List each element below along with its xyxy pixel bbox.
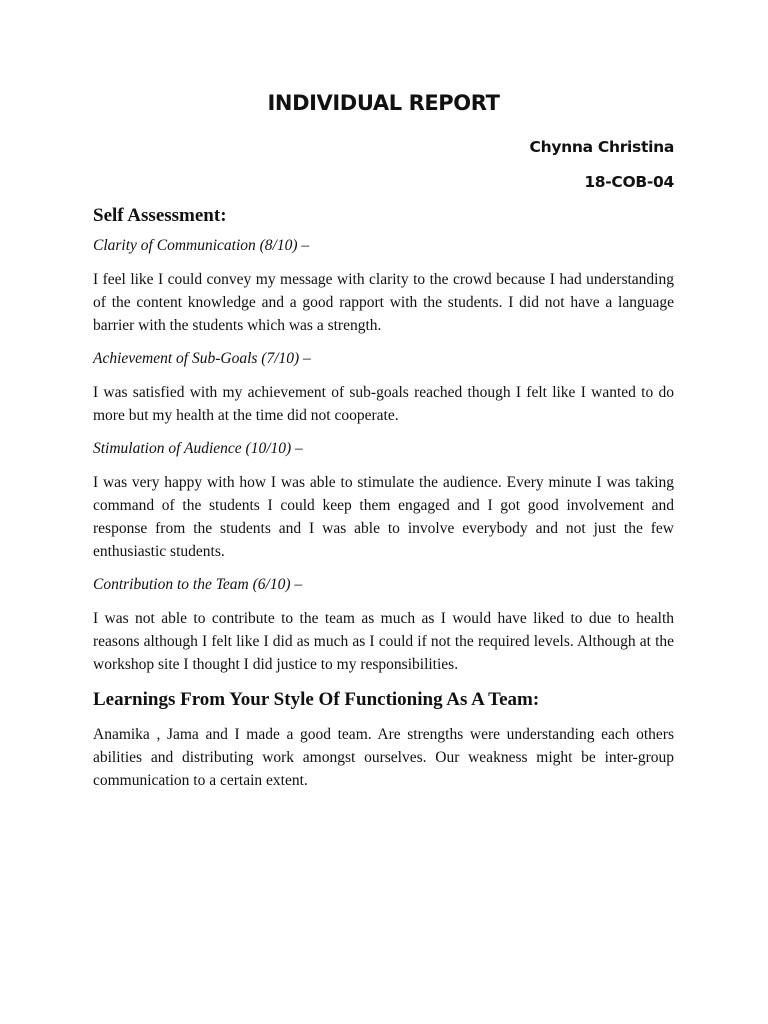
- criterion-text-contribution: I was not able to contribute to the team as much as I would have liked to due to health reasons although I felt like I did as much as I could if not the required levels. Although at the workshop site I thought I did justice to my responsibilities.: [93, 610, 674, 673]
- criterion-label-stimulation: Stimulation of Audience (10/10) –: [93, 440, 303, 457]
- report-title: INDIVIDUAL REPORT: [267, 91, 500, 115]
- criterion-label-contribution: Contribution to the Team (6/10) –: [93, 576, 303, 593]
- learnings-heading: Learnings From Your Style Of Functioning As A Team:: [93, 689, 540, 710]
- criterion-label-clarity: Clarity of Communication (8/10) –: [93, 237, 310, 254]
- criterion-text-sub-goals: I was satisfied with my achievement of sub-goals reached though I felt like I wanted to do more but my health at the time did not cooperate.: [93, 384, 674, 424]
- self-assessment-heading: Self Assessment:: [93, 205, 227, 226]
- criterion-text-clarity: I feel like I could convey my message with clarity to the crowd because I had understanding of the content knowledge and a good rapport with the students. I did not have a language barrier with the students which was a strength.: [93, 271, 674, 334]
- learnings-text: Anamika , Jama and I made a good team. Are strengths were understanding each others abilities and distributing work amongst ourselves. Our weakness might be inter-group communication to a certain extent.: [93, 726, 674, 789]
- student-id: 18-COB-04: [584, 173, 674, 191]
- author-name: Chynna Christina: [529, 138, 674, 156]
- criterion-text-stimulation: I was very happy with how I was able to stimulate the audience. Every minute I was taking command of the students I could keep them engaged and I got good involvement and response from the students and I was able to involve everybody and not just the few enthusiastic students.: [93, 474, 674, 560]
- criterion-label-sub-goals: Achievement of Sub-Goals (7/10) –: [93, 350, 311, 367]
